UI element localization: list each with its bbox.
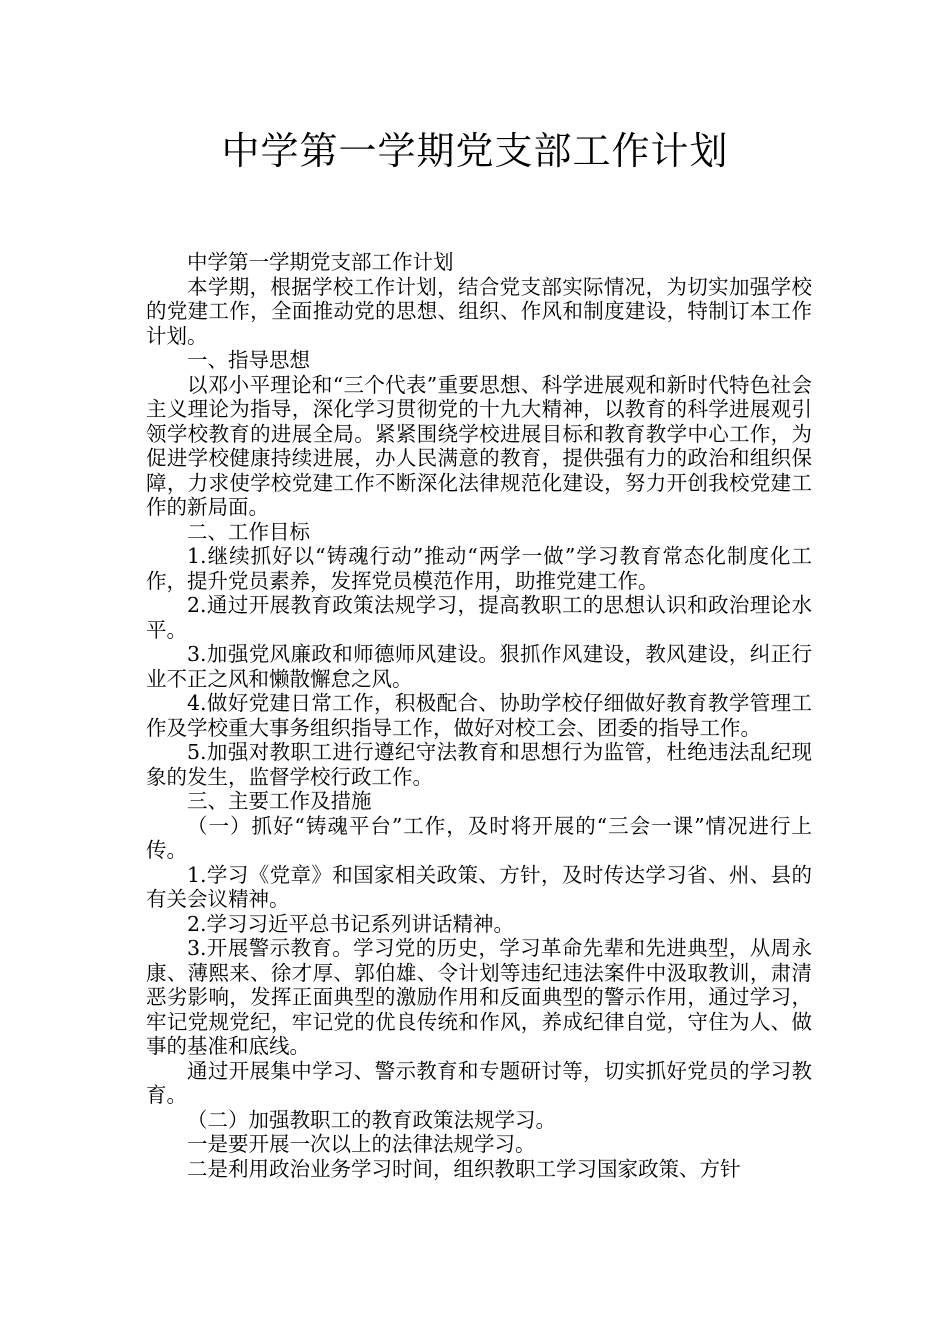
subsection-heading: （一）抓好“铸魂平台”工作，及时将开展的“三会一课”情况进行上传。 — [146, 813, 812, 862]
body-paragraph: 二是利用政治业务学习时间，组织教职工学习国家政策、方针 — [187, 1156, 741, 1181]
body-paragraph: 通过开展集中学习、警示教育和专题研讨等，切实抓好党员的学习教育。 — [146, 1058, 812, 1107]
list-item: 4.做好党建日常工作，积极配合、协助学校仔细做好教育教学管理工作及学校重大事务组织指导工作，做好对校工会、团委的指导工作。 — [146, 691, 812, 740]
list-item: 2.学习习近平总书记系列讲话精神。 — [187, 911, 515, 936]
document-body — [146, 250, 812, 1181]
list-item: 1.继续抓好以“铸魂行动”推动“两学一做”学习教育常态化制度化工作，提升党员素养，发挥党员模范作用，助推党建工作。 — [146, 544, 812, 593]
body-paragraph: 以邓小平理论和“三个代表”重要思想、科学进展观和新时代特色社会主义理论为指导，深化学习贯彻党的十九大精神，以教育的科学进展观引领学校教育的进展全局。紧紧围绕学校进展目标和教育教学中心工作，为促进学校健康持续进展，办人民满意的教育，提供强有力的政治和组织保障，力求使学校党建工作不断深化法律规范化建设，努力开创我校党建工作的新局面。 — [146, 372, 812, 519]
list-item: 5.加强对教职工进行遵纪守法教育和思想行为监管，杜绝违法乱纪现象的发生，监督学校行政工作。 — [146, 740, 812, 789]
list-item: 3.开展警示教育。学习党的历史，学习革命先辈和先进典型，从周永康、薄熙来、徐才厚、郭伯雄、令计划等违纪违法案件中汲取教训，肃清恶劣影响，发挥正面典型的激励作用和反面典型的警示作用，通过学习，牢记党规党纪，牢记党的优良传统和作风，养成纪律自觉，守住为人、做事的基准和底线。 — [146, 936, 812, 1058]
body-paragraph: 中学第一学期党支部工作计划 — [187, 250, 454, 274]
section-heading: 一、指导思想 — [187, 348, 310, 372]
body-paragraph: 本学期，根据学校工作计划，结合党支部实际情况，为切实加强学校的党建工作，全面推动党的思想、组织、作风和制度建设，特制订本工作计划。 — [146, 274, 812, 348]
list-item: 2.通过开展教育政策法规学习，提高教职工的思想认识和政治理论水平。 — [146, 593, 812, 642]
document-title: 中学第一学期党支部工作计划 — [221, 129, 729, 173]
list-item: 3.加强党风廉政和师德师风建设。狠抓作风建设，教风建设，纠正行业不正之风和懒散懈怠之风。 — [146, 642, 812, 691]
section-heading: 二、工作目标 — [187, 519, 310, 544]
section-heading: 三、主要工作及措施 — [187, 789, 372, 813]
body-paragraph: 一是要开展一次以上的法律法规学习。 — [187, 1132, 536, 1156]
subsection-heading: （二）加强教职工的教育政策法规学习。 — [187, 1107, 556, 1132]
list-item: 1.学习《党章》和国家相关政策、方针，及时传达学习省、州、县的有关会议精神。 — [146, 862, 812, 911]
